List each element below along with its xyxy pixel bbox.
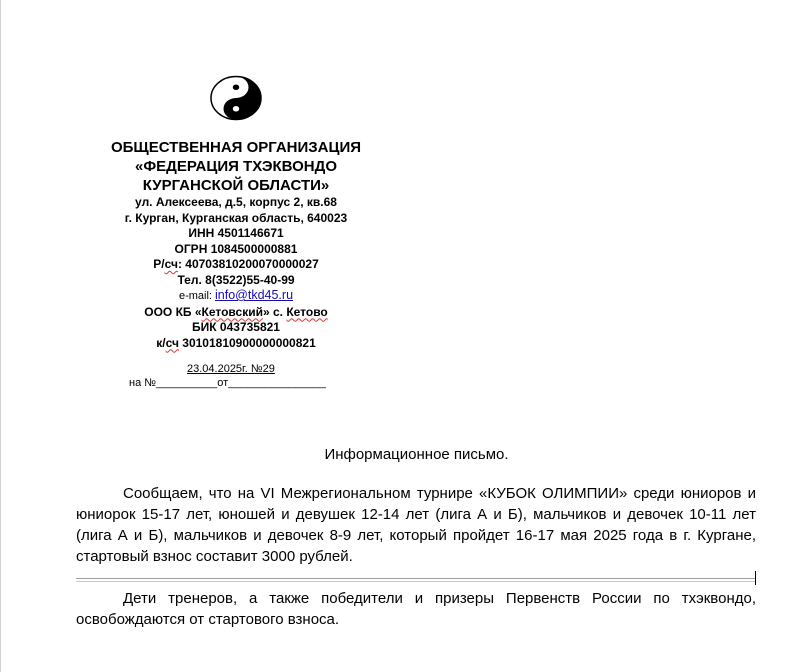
- horizontal-rule-shadow: [76, 581, 756, 582]
- bank-prefix: ООО КБ «: [144, 304, 202, 319]
- email-link[interactable]: info@tkd45.ru: [215, 288, 294, 302]
- corr-prefix: к/: [156, 335, 166, 350]
- bik: БИК 043735821: [192, 320, 280, 334]
- org-title-line-2: «ФЕДЕРАЦИЯ ТХЭКВОНДО: [135, 158, 337, 175]
- outgoing-date-number: 23.04.2025г. №29: [187, 363, 275, 375]
- bank-line: [95, 305, 377, 321]
- account-abbrev: сч: [164, 257, 178, 271]
- bank-city: Кетово: [286, 304, 328, 319]
- email-label: e-mail:: [178, 290, 216, 302]
- text-cursor: [755, 571, 756, 585]
- address-line-2: г. Курган, Курганская область, 640023: [124, 210, 348, 225]
- inn: ИНН 4501146671: [188, 226, 284, 240]
- page-left-edge: [0, 0, 1, 672]
- incoming-number-line: на №__________от________________: [129, 377, 327, 389]
- ogrn: ОГРН 1084500000881: [174, 241, 298, 256]
- paragraph-2: [76, 588, 756, 630]
- organization-header: [95, 138, 377, 351]
- letter-title: Информационное письмо.: [324, 446, 509, 463]
- paragraph-1-text: Сообщаем, что на VI Межрегиональном турнире «КУБОК ОЛИМПИИ» среди юниоров и юниорок 15-17 лет, юношей и девушек 12-14 лет (лига А и Б), мальчиков и девочек 10-11 лет (лига А и Б), мальчиков и девочек 8-9 лет, который пройдет 16-17 мая 2025 года в г. Кургане, стартовый взнос составит 3000 рублей.: [76, 485, 756, 565]
- corr-number: 30101810900000000821: [178, 335, 316, 350]
- corr-abbrev: сч: [165, 335, 179, 350]
- org-title-line-3: КУРГАНСКОЙ ОБЛАСТИ»: [142, 177, 330, 194]
- org-title-line-1: ОБЩЕСТВЕННАЯ ОРГАНИЗАЦИЯ: [110, 139, 362, 156]
- bank-mid: » с.: [262, 304, 287, 319]
- horizontal-rule: [76, 578, 756, 579]
- correspondent-account: [95, 336, 377, 352]
- account-prefix: Р/: [153, 257, 165, 271]
- paragraph-2-text: Дети тренеров, а также победители и призеры Первенств России по тхэквондо, освобождаются от стартового взноса.: [76, 590, 756, 628]
- paragraph-1: [76, 483, 756, 567]
- email-line: [95, 288, 377, 305]
- settlement-account: [95, 257, 377, 273]
- bank-name: Кетовский: [201, 304, 263, 319]
- phone: Тел. 8(3522)55-40-99: [177, 272, 295, 287]
- yin-yang-icon: [210, 75, 262, 121]
- address-line-1: ул. Алексеева, д.5, корпус 2, кв.68: [135, 195, 337, 209]
- account-number: : 40703810200070000027: [177, 257, 319, 271]
